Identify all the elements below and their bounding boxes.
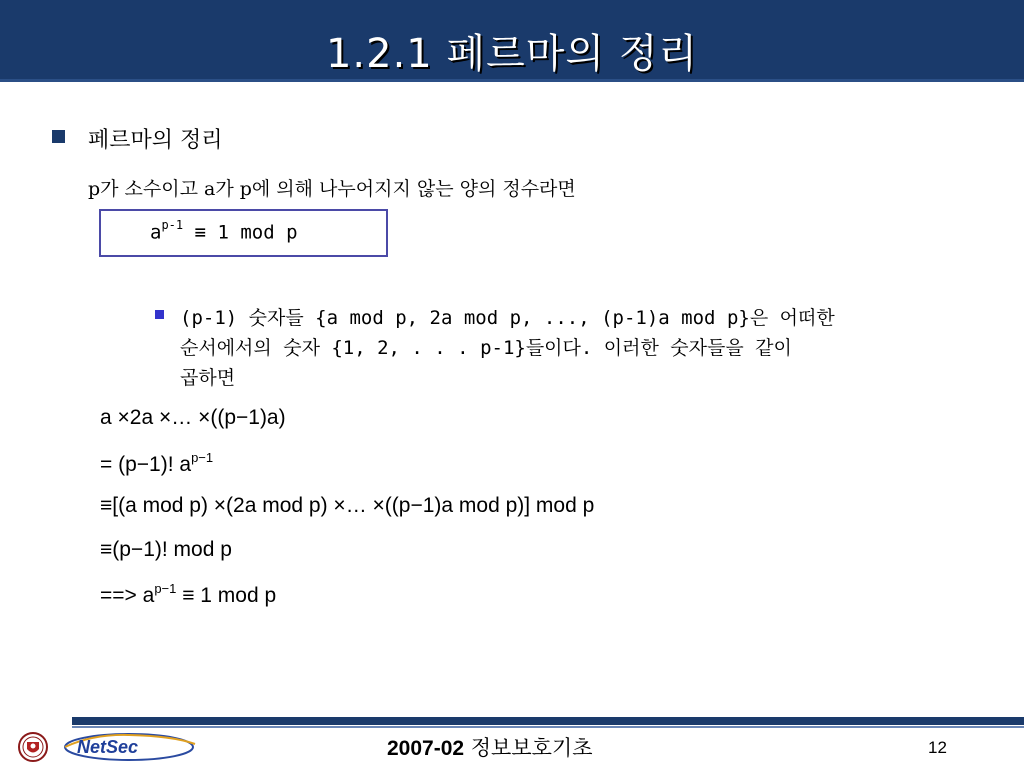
footer-course-title xyxy=(387,732,592,762)
paragraph-line: 곱하면 xyxy=(180,367,236,389)
proof-line-5 xyxy=(100,582,276,608)
proof-line-5-prefix: ==> a xyxy=(100,584,155,607)
netsec-logo xyxy=(63,732,199,762)
footer-gap xyxy=(0,717,72,729)
paragraph-line: (p-1) 숫자들 {a mod p, 2a mod p, ..., (p-1)a mod p}은 어떠한 xyxy=(180,307,835,329)
proof-line-5-suffix: ≡ 1 mod p xyxy=(176,584,277,607)
formula-base: a xyxy=(150,221,162,244)
slide-title: 1.2.1 페르마의 정리 xyxy=(325,31,699,77)
footer-year: 2007-02 xyxy=(387,737,465,760)
formula-rest: ≡ 1 mod p xyxy=(194,221,298,244)
page-number: 12 xyxy=(928,738,947,757)
footer-rule xyxy=(0,717,1024,725)
proof-line-4: ≡(p−1)! mod p xyxy=(100,538,232,561)
proof-line-2-exponent: p−1 xyxy=(191,450,214,465)
logo-text: NetSec xyxy=(77,737,139,757)
square-bullet-icon xyxy=(52,130,65,143)
formula-exponent: p-1 xyxy=(161,218,184,232)
footer-course: 정보보호기초 xyxy=(470,736,593,760)
proof-line-2-prefix: = (p−1)! a xyxy=(100,453,192,476)
footer-rule-thin xyxy=(0,726,1024,728)
theorem-statement: p가 소수이고 a가 p에 의해 나누어지지 않는 양의 정수라면 xyxy=(88,178,576,200)
paragraph-line: 순서에서의 숫자 {1, 2, . . . p-1}들이다. 이러한 숫자들을 같이 xyxy=(180,337,792,359)
proof-line-3: ≡[(a mod p) ×(2a mod p) ×… ×((p−1)a mod p)] mod p xyxy=(100,494,595,517)
proof-line-2 xyxy=(100,451,213,477)
proof-line-1: a ×2a ×… ×((p−1)a) xyxy=(100,406,286,429)
sub-bullet-icon xyxy=(155,310,164,319)
section-heading: 페르마의 정리 xyxy=(88,128,223,153)
title-divider xyxy=(0,79,1024,82)
sub-bullet-paragraph xyxy=(180,303,980,393)
boxed-formula xyxy=(150,220,298,243)
university-seal-icon xyxy=(18,731,48,763)
proof-line-5-exponent: p−1 xyxy=(154,581,177,596)
